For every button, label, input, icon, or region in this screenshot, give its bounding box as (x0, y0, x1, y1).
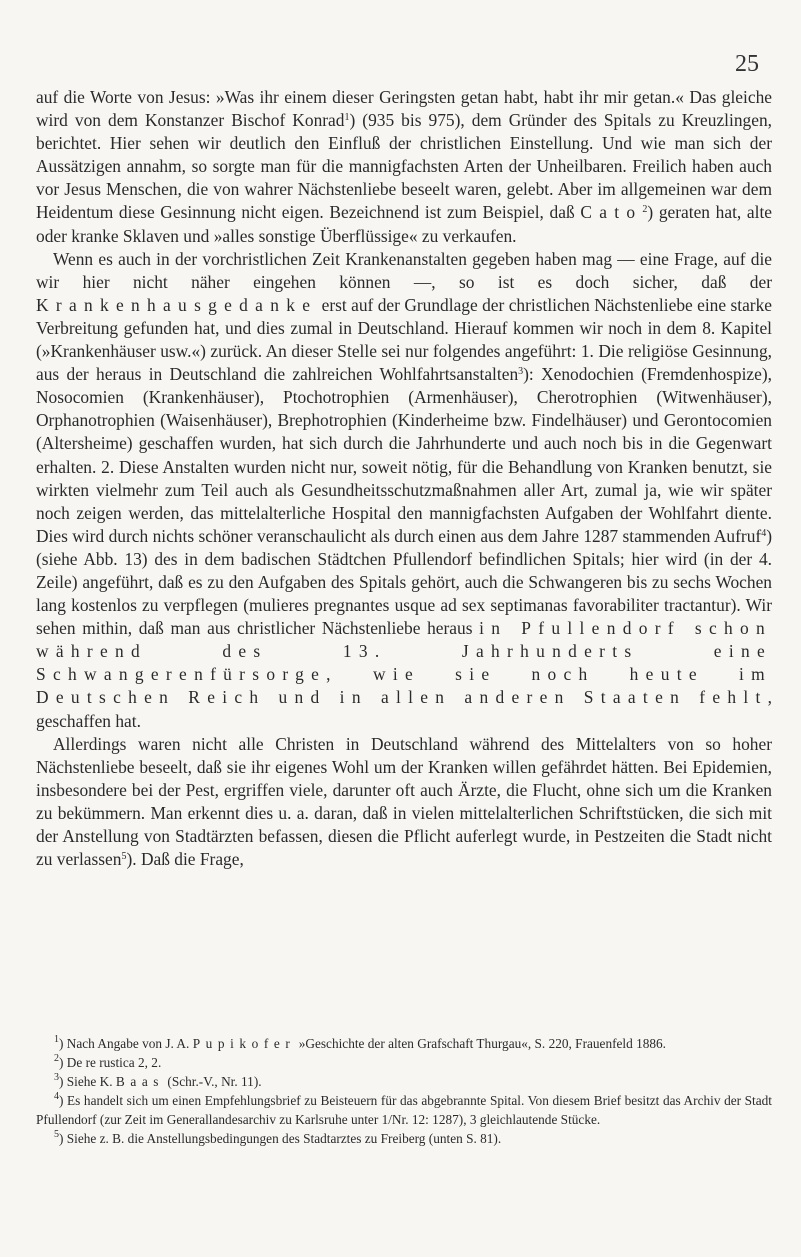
footnote-5: $^5$) Siehe z. B. die Anstellungsbedingungen des Stadtarztes zu Freiberg (unten S. 81). (54, 1129, 502, 1146)
footnote-4: $^4$) Es handelt sich um einen Empfehlungsbrief zu Beisteuern für das abgebrannte Spital. Von diesem Brief besitzt das Archiv der Stadt Pfullendorf (zur Zeit im Generallandesarchiv zu Karlsruhe unter 1/Nr. 12: 1287), 3 gleichlautende Stücke. (36, 1091, 772, 1127)
main-text (36, 86, 772, 871)
paragraph-2: Wenn es auch in der vorchristlichen Zeit Krankenanstalten gegeben haben mag — eine Frage, auf die wir hier nicht näher eingehen können —, so ist es doch sicher, daß der Krankenhausgedanke erst auf der Grundlage der christlichen Nächstenliebe eine starke Verbreitung gefunden hat, und dies zumal in Deutschland. Hierauf kommen wir noch in dem 8. Kapitel (»Krankenhäuser usw.«) zurück. An dieser Stelle sei nur folgendes angeführt: 1. Die religiöse Gesinnung, aus der heraus in Deutschland die zahlreichen Wohlfahrtsanstalten$^3$): Xenodochien (Fremdenhospize), Nosocomien (Krankenhäuser), Ptochotrophien (Armenhäuser), Cherotrophien (Witwenhäuser), Orphanotrophien (Waisenhäuser), Brephotrophien (Kinderheime bzw. Findelhäuser) und Gerontocomien (Altersheime) geschaffen wurden, hat sich durch die Jahrhunderte und auch noch bis in die Gegenwart erhalten. 2. Diese Anstalten wurden nicht nur, soweit nötig, für die Behandlung von Kranken benutzt, sie wirkten vielmehr zum Teil auch als Gesundheitsschutzmaßnahmen aller Art, zumal ja, wie wir später noch zeigen werden, das mittelalterliche Hospital den mannigfachsten Aufgaben der Wohlfahrt diente. Dies wird durch nichts schöner veranschaulicht als durch einen aus dem Jahre 1287 stammenden Aufruf$^4$) (siehe Abb. 13) des in dem badischen Städtchen Pfullendorf befindlichen Spitals; hier wird (in der 4. Zeile) angeführt, daß es zu den Aufgaben des Spitals gehört, auch die Schwangeren bis zu sechs Wochen lang kostenlos zu verpflegen (mulieres pregnantes usque ad sex septimanas favorabiliter tractantur). Wir sehen mithin, daß man aus christlicher Nächstenliebe heraus in Pfullendorf schon während des 13. Jahrhunderts eine Schwangerenfürsorge, wie sie noch heute im Deutschen Reich und in allen anderen Staaten fehlt, geschaffen hat. (36, 248, 773, 731)
footnote-2: $^2$) De re rustica 2, 2. (54, 1053, 162, 1070)
page-number: 25 (735, 51, 759, 77)
footnote-3: $^3$) Siehe K. Baas (Schr.-V., Nr. 11). (54, 1072, 262, 1089)
footnotes (36, 1034, 772, 1148)
paragraph-1: auf die Worte von Jesus: »Was ihr einem dieser Geringsten getan habt, habt ihr mir getan.« Das gleiche wird von dem Konstanzer Bischof Konrad$^1$) (935 bis 975), dem Gründer des Spitals zu Kreuzlingen, berichtet. Hier sehen wir deutlich den Einfluß der christlichen Einstellung. Und wie man sich der Aussätzigen annahm, so sorgte man für die mannigfachsten Arten der Unheilbaren. Freilich haben auch vor Jesus Menschen, die von wahrer Nächstenliebe beseelt waren, gelebt. Aber im allgemeinen war dem Heidentum diese Gesinnung nicht eigen. Bezeichnend ist zum Beispiel, daß Cato$^2$) geraten hat, alte oder kranke Sklaven und »alles sonstige Überflüssige« zu verkaufen. (36, 87, 773, 246)
paragraph-3: Allerdings waren nicht alle Christen in Deutschland während des Mittelalters von so hoher Nächstenliebe beseelt, daß sie ihr eigenes Wohl um der Kranken willen gefährdet hätten. Bei Epidemien, insbesondere bei der Pest, ergriffen viele, darunter oft auch Ärzte, die Flucht, ohne sich um die Kranken zu bekümmern. Man erkennt dies u. a. daran, daß in vielen mittelalterlichen Schriftstücken, die sich mit der Anstellung von Stadtärzten befassen, diesen die Pflicht auferlegt wurde, in Pestzeiten die Stadt nicht zu verlassen$^5$). Daß die Frage, (36, 733, 772, 870)
footnote-1: $^1$) Nach Angabe von J. A. Pupikofer »Geschichte der alten Grafschaft Thurgau«, S. 220, Frauenfeld 1886. (54, 1034, 667, 1051)
